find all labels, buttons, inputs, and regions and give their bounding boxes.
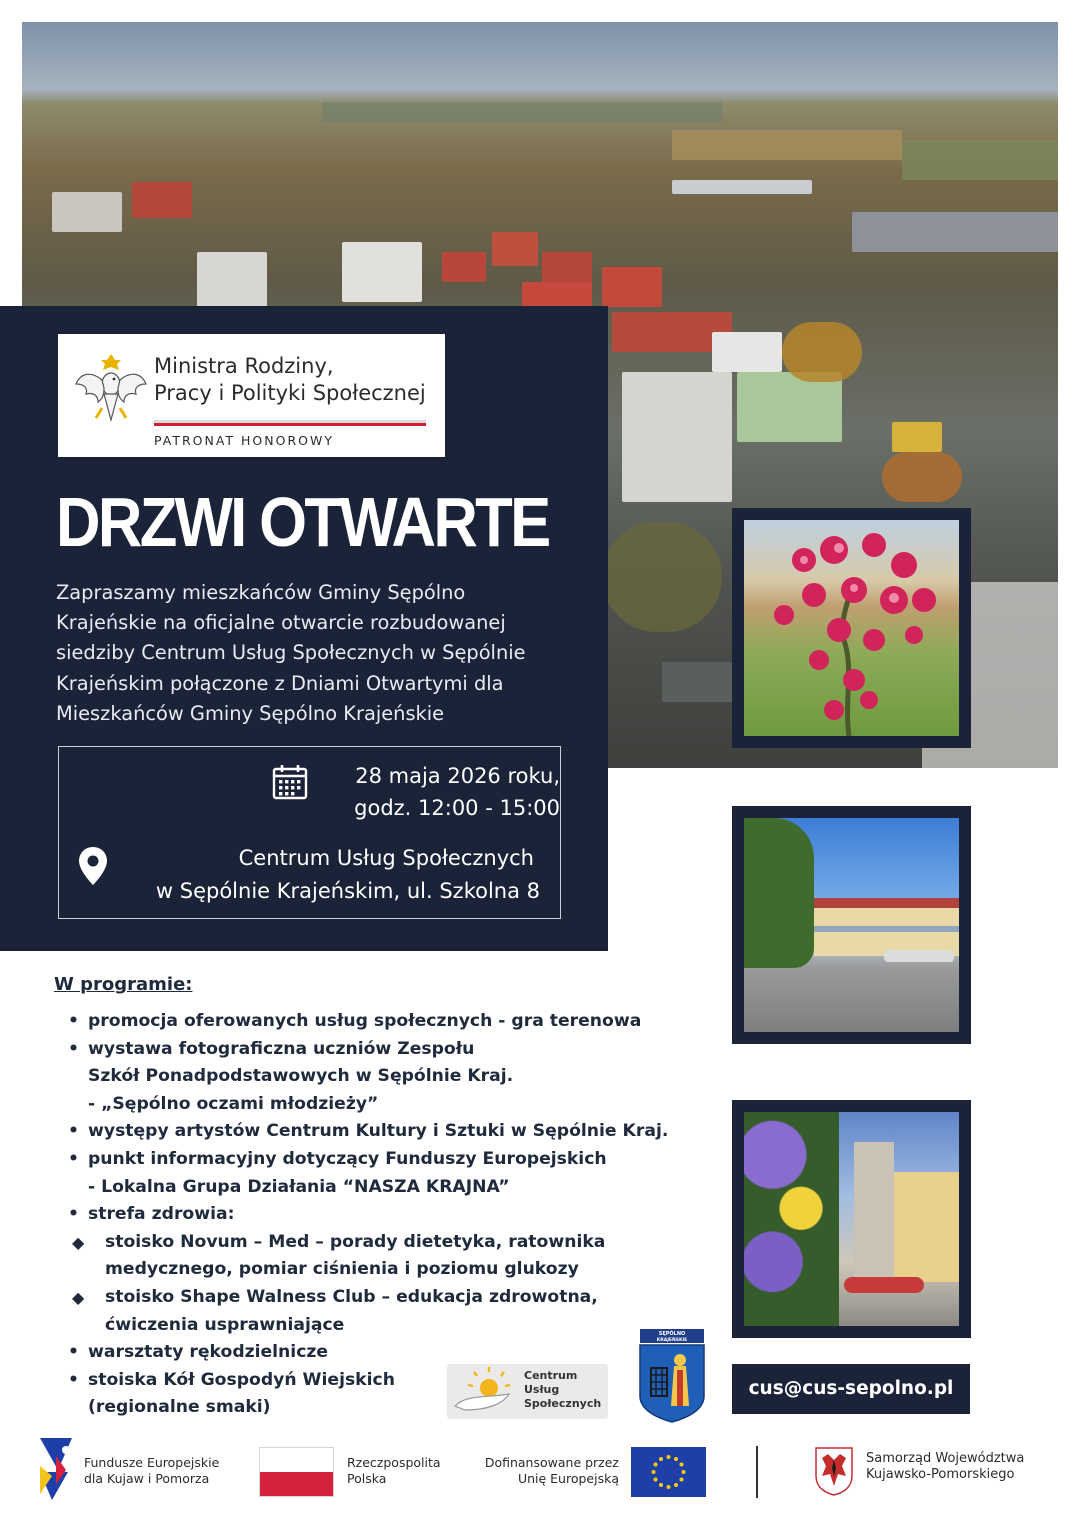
event-title: DRZWI OTWARTE xyxy=(56,483,549,561)
polish-flag-icon xyxy=(259,1447,334,1497)
list-item: • wystawa fotograficzna uczniów Zespołu xyxy=(68,1038,475,1059)
patronage-line-2: Pracy i Polityki Społecznej xyxy=(154,381,426,405)
photo-monument xyxy=(732,1100,971,1338)
intro-line: Mieszkańców Gminy Sępólno Krajeńskie xyxy=(56,701,445,725)
footer-rp-text: Rzeczpospolita Polska xyxy=(347,1455,441,1486)
svg-text:SĘPÓLNO: SĘPÓLNO xyxy=(658,1331,686,1337)
list-item: Szkół Ponadpodstawowych w Sępólnie Kraj. xyxy=(88,1066,514,1087)
list-item: • promocja oferowanych usług społecznych - gra terenowa xyxy=(68,1011,642,1031)
intro-text xyxy=(56,578,601,729)
program-list xyxy=(68,1008,718,1422)
list-item: • warsztaty rękodzielnicze xyxy=(68,1342,329,1363)
intro-line: Krajeńskim połączone z Dniami Otwartymi dla xyxy=(56,671,504,695)
event-date: 28 maja 2026 roku, xyxy=(355,764,560,788)
footer-fe-text: Fundusze Europejskie dla Kujaw i Pomorza xyxy=(84,1455,220,1486)
footer-eu-text: Dofinansowane przez Unię Europejską xyxy=(484,1455,619,1486)
photo-flowering-tree xyxy=(732,508,971,748)
list-item: • strefa zdrowia: xyxy=(68,1204,235,1225)
calendar-icon xyxy=(272,764,308,800)
eu-flag-icon xyxy=(631,1447,706,1497)
contact-email[interactable]: cus@cus-sepolno.pl xyxy=(732,1364,970,1414)
list-item: • punkt informacyjny dotyczący Funduszy Europejskich xyxy=(68,1148,607,1169)
list-item: - „Sępólno oczami młodzieży” xyxy=(88,1093,379,1114)
cus-logo-text: Centrum Usług Społecznych xyxy=(524,1369,602,1410)
sepolno-crest-icon xyxy=(637,1326,707,1424)
event-time: godz. 12:00 - 15:00 xyxy=(354,796,560,820)
intro-line: Krajeńskie na oficjalne otwarcie rozbudowanej xyxy=(56,611,506,635)
program-heading: W programie: xyxy=(54,974,193,995)
footer-sw-text: Samorząd Województwa Kujawsko-Pomorskiego xyxy=(866,1451,1025,1482)
event-place-line-2: w Sępólnie Krajeńskim, ul. Szkolna 8 xyxy=(155,879,540,903)
intro-line: siedziby Centrum Usług Społecznych w Sępólnie xyxy=(56,641,526,665)
white-eagle-emblem-icon xyxy=(74,348,148,428)
photo-cus-building xyxy=(732,806,971,1044)
list-item: medycznego, pomiar ciśnienia i poziomu glukozy xyxy=(105,1259,579,1280)
list-item: • stoiska Kół Gospodyń Wiejskich xyxy=(68,1369,395,1390)
event-place-line-1: Centrum Usług Społecznych xyxy=(238,846,534,870)
flowers-illustration xyxy=(744,520,959,736)
sun-hand-icon xyxy=(447,1364,517,1419)
list-item: ◆ stoisko Shape Walness Club – edukacja zdrowotna, xyxy=(72,1286,598,1307)
list-item: ◆ stoisko Novum – Med – porady dietetyka, ratownika xyxy=(72,1231,606,1252)
intro-line: Zapraszamy mieszkańców Gminy Sępólno xyxy=(56,581,466,604)
kujawsko-pomorskie-crest-icon xyxy=(814,1446,854,1496)
flag-stripe xyxy=(154,420,426,426)
list-item: (regionalne smaki) xyxy=(88,1397,271,1418)
patronage-label: PATRONAT HONOROWY xyxy=(154,433,334,448)
list-item: • występy artystów Centrum Kultury i Sztuki w Sępólnie Kraj. xyxy=(68,1121,669,1142)
map-pin-icon xyxy=(78,846,108,886)
list-item: - Lokalna Grupa Działania “NASZA KRAJNA” xyxy=(88,1176,510,1197)
list-item: ćwiczenia usprawniające xyxy=(105,1314,345,1335)
patronage-line-1: Ministra Rodziny, xyxy=(154,354,334,378)
fe-logo-icon xyxy=(38,1436,74,1502)
svg-text:KRAJEŃSKIE: KRAJEŃSKIE xyxy=(656,1338,688,1343)
footer-divider xyxy=(756,1446,758,1498)
